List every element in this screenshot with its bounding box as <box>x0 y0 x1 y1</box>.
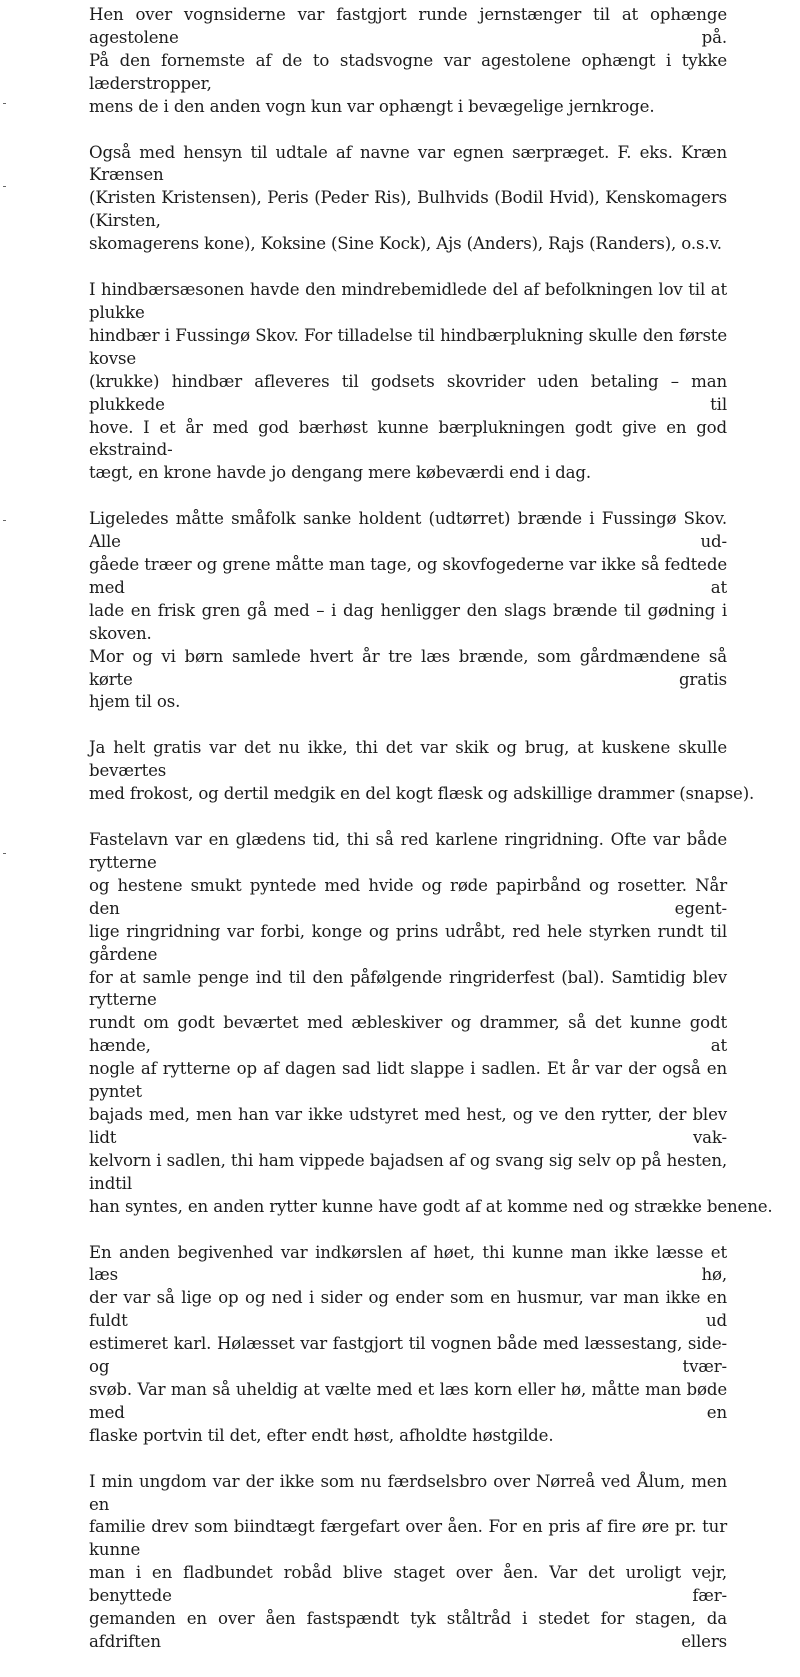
scan-margin-mark <box>3 103 6 104</box>
text-line: og hestene smukt pyntede med hvide og røde papirbånd og rosetter. Når den egent- <box>89 875 727 918</box>
text-line: flaske portvin til det, efter endt høst, afholdte høstgilde. <box>89 1425 554 1445</box>
text-line: Også med hensyn til udtale af navne var egnen særpræget. F. eks. Kræn Krænsen <box>89 142 727 185</box>
text-line: gemanden en over åen fastspændt tyk ståltråd i stedet for stagen, da afdriften ellers <box>89 1609 727 1651</box>
paragraph <box>89 4 727 119</box>
paragraph <box>89 1242 727 1448</box>
text-line: Ligeledes måtte småfolk sanke holdent (udtørret) brænde i Fussingø Skov. Alle ud- <box>89 509 727 552</box>
text-line: mens de i den anden vogn kun var ophængt i bevægelige jernkroge. <box>89 96 655 116</box>
text-line: Fastelavn var en glædens tid, thi så red karlene ringridning. Ofte var både rytterne <box>89 830 727 872</box>
text-line: han syntes, en anden rytter kunne have godt af at komme ned og strække benene. <box>89 1196 773 1216</box>
scan-margin-mark <box>3 520 6 521</box>
paragraph <box>89 737 755 806</box>
text-line: estimeret karl. Hølæsset var fastgjort til vognen både med læssestang, side- og tvær- <box>89 1334 727 1377</box>
text-line: hindbær i Fussingø Skov. For tilladelse til hindbærplukning skulle den første kovse <box>89 325 727 368</box>
text-line: nogle af rytterne op af dagen sad lidt slappe i sadlen. Et år var der også en pyntet <box>89 1059 727 1102</box>
text-line: (Kristen Kristensen), Peris (Peder Ris), Bulhvids (Bodil Hvid), Kenskomagers (Kirsten, <box>89 188 727 231</box>
text-line: hjem til os. <box>89 692 181 712</box>
text-line: skomagerens kone), Koksine (Sine Kock), Ajs (Anders), Rajs (Randers), o.s.v. <box>89 234 722 254</box>
text-line: tægt, en krone havde jo dengang mere købeværdi end i dag. <box>89 463 591 483</box>
text-line: gåede træer og grene måtte man tage, og skovfogederne var ikke så fedtede med at <box>89 555 727 597</box>
text-line: svøb. Var man så uheldig at vælte med et læs korn eller hø, måtte man bøde med en <box>89 1379 727 1422</box>
text-line: man i en fladbundet robåd blive staget over åen. Var det uroligt vejr, benyttede fær- <box>89 1563 727 1606</box>
scan-margin-mark <box>3 186 6 187</box>
text-line: En anden begivenhed var indkørslen af høet, thi kunne man ikke læsse et læs hø, <box>89 1242 727 1285</box>
text-line: bajads med, men han var ikke udstyret med hest, og ve den rytter, der blev lidt vak- <box>89 1104 727 1147</box>
text-line: Mor og vi børn samlede hvert år tre læs brænde, som gårdmændene så kørte gratis <box>89 646 727 689</box>
text-line: I min ungdom var der ikke som nu færdselsbro over Nørreå ved Ålum, men en <box>89 1471 727 1514</box>
text-line: (krukke) hindbær afleveres til godsets skovrider uden betaling – man plukkede til <box>89 371 727 414</box>
paragraph <box>89 279 727 485</box>
text-line: familie drev som biindtægt færgefart over åen. For en pris af fire øre pr. tur kunne <box>89 1517 727 1560</box>
text-line: lige ringridning var forbi, konge og prins udråbt, red hele styrken rundt til gårdene <box>89 921 727 964</box>
text-line: med frokost, og dertil medgik en del kogt flæsk og adskillige drammer (snapse). <box>89 784 755 804</box>
text-line: kelvorn i sadlen, thi ham vippede bajadsen af og svang sig selv op på hesten, indtil <box>89 1150 727 1193</box>
text-line: Hen over vognsiderne var fastgjort runde jernstænger til at ophænge agestolene på. <box>89 5 727 47</box>
text-line: På den fornemste af de to stadsvogne var agestolene ophængt i tykke læderstropper, <box>89 50 727 93</box>
text-line: Ja helt gratis var det nu ikke, thi det var skik og brug, at kuskene skulle beværtes <box>89 738 727 781</box>
scan-margin-mark <box>3 853 6 854</box>
text-line: hove. I et år med god bærhøst kunne bærplukningen godt give en god ekstraind- <box>89 417 727 460</box>
body-text <box>89 4 773 1677</box>
text-line: I hindbærsæsonen havde den mindrebemidlede del af befolkningen lov til at plukke <box>89 280 727 322</box>
paragraph <box>89 829 773 1218</box>
text-line: for at samle penge ind til den påfølgende ringriderfest (bal). Samtidig blev rytterne <box>89 967 727 1010</box>
text-line: rundt om godt beværtet med æbleskiver og drammer, så det kunne godt hænde, at <box>89 1013 727 1056</box>
text-line: lade en frisk gren gå med – i dag henligger den slags brænde til gødning i skoven. <box>89 600 727 643</box>
paragraph <box>89 508 727 714</box>
text-line: der var så lige op og ned i sider og ender som en husmur, var man ikke en fuldt ud <box>89 1288 727 1331</box>
paragraph <box>89 142 727 257</box>
paragraph <box>89 1471 727 1654</box>
